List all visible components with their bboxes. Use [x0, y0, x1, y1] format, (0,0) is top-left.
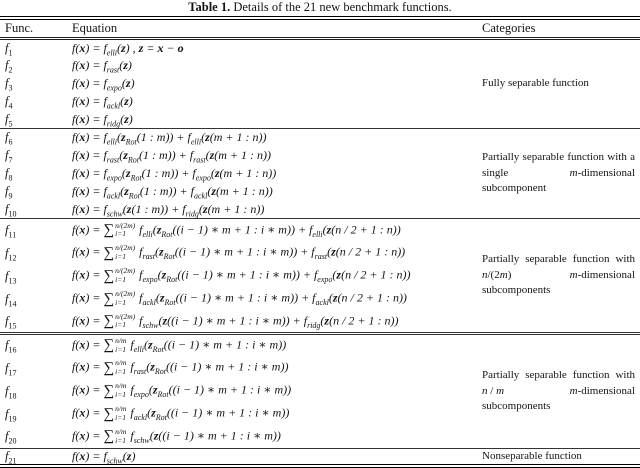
category-line: Partially separable function with	[482, 253, 635, 266]
equation-cell: $f(x) = f_{expo}(z)$	[72, 76, 135, 93]
equation-cell: $f(x) = f_{ridg}(z)$	[72, 111, 133, 129]
equation-cell: f(x) = ∑ n/m i=1 $f_{schw}(z((i - 1)$ ∗ m + 1 : i ∗ m))	[72, 427, 281, 445]
equation-cell: $f(x) = f_{ackl}(z)$	[72, 94, 133, 111]
category-line: Partially separable function with	[482, 369, 635, 382]
equation-cell: f(x) = ∑ n/m i=1 $f_{expo}(z_{Rot}((i - 1)$ ∗ m + 1 : i ∗ m))	[72, 381, 292, 400]
equation-cell: f(x) = ∑ n/(2m) i=1 $f_{ackl}(z_{Rot}((i - 1)$ ∗ m + 1 : i ∗ $m)) + f_{ackl}(z(n / 2 + 1$ : n))	[72, 289, 407, 308]
table-row	[0, 39, 640, 57]
category-line: Nonseparable function	[482, 450, 582, 462]
category-line: Partially separable function with a	[482, 151, 635, 164]
func-cell: $f_6$	[5, 130, 13, 147]
column-header-equation: Equation	[65, 18, 475, 39]
func-cell: $f_{14}$	[5, 291, 17, 308]
equation-cell: $f(x) = f_{rast}(z_{Rot}(1$ : $m)) + f_{rast}(z(m + 1$ : n))	[72, 148, 271, 165]
equation-cell: $f(x) = f_{rast}(z)$	[72, 58, 132, 75]
category-cell	[475, 334, 640, 449]
category-line: subcomponent	[482, 182, 547, 195]
equation-cell: f(x) = ∑ n/(2m) i=1 $f_{expo}(z_{Rot}((i - 1)$ ∗ m + 1 : i ∗ $m)) + f_{expo}(z(n / 2 + 1$ : n))	[72, 266, 411, 285]
function-group	[0, 334, 640, 449]
table-header	[0, 18, 640, 39]
category-line: Fully separable function	[482, 77, 589, 90]
func-cell: $f_{18}$	[5, 383, 17, 400]
func-cell: $f_8$	[5, 166, 13, 183]
equation-cell: f(x) = ∑ n/m i=1 $f_{elli}(z_{Rot}((i - 1)$ ∗ m + 1 : i ∗ m))	[72, 336, 287, 354]
func-cell: $f_{12}$	[5, 245, 17, 262]
func-cell: $f_{20}$	[5, 429, 17, 446]
table-caption	[0, 0, 640, 16]
equation-cell: $f(x) = f_{ackl}(z_{Rot}(1$ : $m)) + f_{ackl}(z(m + 1$ : n))	[72, 184, 273, 201]
table-caption-label: Table 1.	[188, 0, 231, 14]
equation-cell: f(x) = ∑ n/m i=1 $f_{rast}(z_{Rot}((i - 1)$ ∗ m + 1 : i ∗ m))	[72, 358, 289, 377]
equation-cell: $f(x) = f_{schw}(z(1$ : $m)) + f_{ridg}(z(m + 1$ : n))	[72, 201, 265, 219]
func-cell: $f_4$	[5, 94, 13, 111]
equation-cell: $f(x) = f_{elli}(z)$ , z = x − o	[72, 40, 184, 58]
table-row	[0, 219, 640, 242]
equation-cell: f(x) = ∑ n/(2m) i=1 $f_{rast}(z_{Rot}((i - 1)$ ∗ m + 1 : i ∗ $m)) + f_{rast}(z(n / 2 + 1$ : n))	[72, 243, 406, 262]
table-row	[0, 334, 640, 357]
func-cell: $f_{21}$	[5, 449, 17, 466]
function-group	[0, 129, 640, 219]
func-cell: $f_{11}$	[5, 222, 17, 240]
category-cell	[475, 129, 640, 219]
function-group	[0, 219, 640, 334]
func-cell: $f_{15}$	[5, 313, 17, 331]
category-cell	[475, 449, 640, 467]
equation-cell: f(x) = ∑ n/m i=1 $f_{ackl}(z_{Rot}((i - 1)$ ∗ m + 1 : i ∗ m))	[72, 404, 290, 423]
category-cell	[475, 39, 640, 129]
func-cell: $f_{17}$	[5, 360, 17, 377]
func-cell: $f_1$	[5, 40, 13, 58]
category-line: subcomponents	[482, 400, 551, 413]
function-group	[0, 39, 640, 129]
function-group	[0, 449, 640, 467]
equation-cell: $f(x) = f_{elli}(z_{Rot}(1$ : $m)) + f_{elli}(z(m + 1$ : n))	[72, 130, 267, 147]
func-cell: $f_7$	[5, 148, 13, 165]
func-cell: $f_3$	[5, 76, 13, 93]
equation-cell: $f(x) = f_{schw}(z)$	[72, 449, 136, 466]
table-caption-text: Details of the 21 new benchmark functions.	[230, 0, 452, 14]
column-header-func: Func.	[0, 18, 65, 39]
func-cell: $f_{10}$	[5, 201, 17, 219]
equation-cell: $f(x) = f_{expo}(z_{Rot}(1$ : $m)) + f_{expo}(z(m + 1$ : n))	[72, 166, 277, 183]
category-cell	[475, 219, 640, 334]
func-cell: $f_2$	[5, 58, 13, 75]
table-row	[0, 449, 640, 467]
func-cell: $f_5$	[5, 111, 13, 129]
func-cell: $f_9$	[5, 184, 13, 201]
category-line: subcomponents	[482, 284, 551, 297]
func-cell: $f_{13}$	[5, 268, 17, 285]
header-row	[0, 18, 640, 39]
table-row	[0, 129, 640, 147]
column-header-categories: Categories	[475, 18, 640, 39]
equation-cell: f(x) = ∑ n/(2m) i=1 $f_{elli}(z_{Rot}((i - 1)$ ∗ m + 1 : i ∗ $m)) + f_{elli}(z(n / 2 + 1$ : n))	[72, 220, 401, 239]
equation-cell: f(x) = ∑ n/(2m) i=1 $f_{schw}(z((i - 1)$ ∗ m + 1 : i ∗ $m)) + f_{ridg}(z(n / 2 + 1$ : n))	[72, 311, 399, 330]
category-line: n/(2m) m-dimensional	[482, 268, 635, 281]
benchmark-functions-table	[0, 16, 640, 468]
category-line: n / m m-dimensional	[482, 384, 635, 397]
func-cell: $f_{16}$	[5, 338, 17, 355]
func-cell: $f_{19}$	[5, 406, 17, 423]
category-line: single m-dimensional	[482, 166, 635, 179]
